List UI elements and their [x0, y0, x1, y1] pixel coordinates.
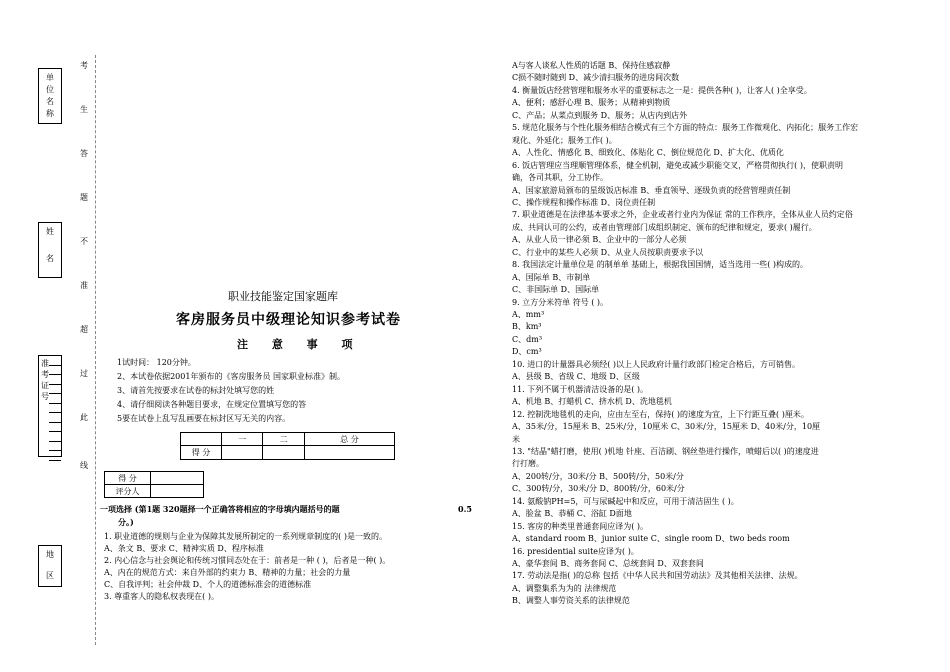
side-char: 准	[41, 359, 49, 368]
warning-char: 考	[80, 61, 88, 70]
side-char: 名	[46, 254, 54, 263]
side-char: 姓	[46, 227, 54, 236]
question-line: A、mm³	[512, 310, 545, 319]
question-line: B、km³	[512, 322, 542, 332]
score-header: 总 分	[304, 433, 394, 446]
question-line: 行打磨。	[512, 459, 544, 469]
warning-char: 准	[80, 281, 88, 290]
warning-char: 线	[80, 461, 88, 470]
note-line: 5要在试卷上乱写乱画要在标封区写无关的内容。	[117, 414, 291, 423]
warning-char: 生	[80, 105, 88, 114]
side-char: 区	[46, 571, 54, 580]
question-line: A、豪华套间 B、商务套间 C、总统套间 D、双套套间	[512, 559, 704, 568]
question-line: 6. 饭店管理应当理顺管理体系，健全机制，避免或减少职能交叉，严格贯彻执行( )，使职责明	[512, 160, 843, 170]
question-line: A、国家旅游局颁布的星级饭店标准 B、垂直领导、逐级负责的经营管理责任制	[512, 185, 791, 195]
side-char: 名	[46, 97, 54, 106]
question-line: C、dm³	[512, 334, 543, 344]
question-line: A、脸盆 B、恭桶 C、浴缸 D面地	[512, 509, 632, 519]
warning-char: 此	[80, 413, 88, 422]
question-line: 9. 立方分米符单 符号 ( )。	[512, 297, 609, 307]
question-line: 2. 内心信念与社会舆论和传统习惯同态处在于：前者是一种 ( )，后者是一种( )。	[104, 556, 391, 565]
question-line: 成、共同认可的公约，或者由管理部门成组织制定、颁布的纪律和规定，要求( )履行。	[512, 222, 817, 232]
question-line: A、机地 B、打蜡机 C、挤水机 D、洗地毯机	[512, 397, 672, 407]
side-char: 单	[46, 73, 54, 82]
question-line: 12. 控制洗地毯机的走向，应由左至右，保持( )的速度为宜，上下行距互叠( )厘米。	[512, 409, 809, 419]
question-line: A、县级 B、省级 C、地级 D、区级	[512, 372, 640, 382]
question-line: 10. 进口的计量器具必须经( )以上人民政府计量行政部门检定合格后，方可销售。	[512, 359, 801, 369]
grader-table	[104, 471, 204, 498]
note-line: 4、请仔细阅读各种题目要求，在规定位置填写您的答	[117, 400, 307, 409]
question-line: C、非国际单 D、国际单	[512, 285, 600, 295]
score-header: 二	[263, 433, 304, 446]
question-line: A、35米/分，15厘米 B、25米/分，10厘米 C、30米/分，15厘米 D、40米/分，10厘	[512, 422, 821, 432]
unit-name-box	[38, 68, 62, 124]
note-line: 1试时间： 120分钟。	[117, 358, 196, 367]
question-line: 13. "结晶"蜡打磨，使用( )机地 针座、百洁刷、钢丝垫进行操作，喷蜡后以( )的速度进	[512, 446, 819, 456]
side-char: 位	[46, 85, 54, 94]
question-line: 确，各司其职，分工协作。	[512, 173, 608, 183]
question-line: A、条文 B、要求 C、精神实质 D、程序标准	[104, 544, 264, 553]
question-line: 5. 规范化服务与个性化服务相结合模式有三个方面的特点：服务工作微观化、内拓化；服务工作宏	[512, 123, 859, 133]
question-line: C损不随时随到 D、减少清扫服务的进房间次数	[512, 73, 680, 83]
name-box	[38, 222, 62, 278]
score-cell[interactable]	[263, 446, 304, 460]
warning-char: 不	[80, 237, 88, 246]
grader-label: 得 分	[105, 472, 151, 485]
section-unit: 分。)	[118, 517, 134, 527]
grader-label: 评分人	[105, 485, 151, 498]
question-line: C、操作规程和操作标准 D、岗位责任制	[512, 197, 656, 207]
section-score: 0.5	[458, 504, 472, 514]
note-line: 3、请首先按要求在试卷的标封处填写您的姓	[117, 386, 275, 395]
warning-char: 题	[80, 193, 88, 202]
score-header: 一	[222, 433, 263, 446]
question-line: C、产品；从菜点到服务 D、服务；从店内到店外	[512, 110, 688, 120]
score-cell[interactable]	[222, 446, 263, 460]
side-char: 称	[46, 109, 54, 118]
question-line: A与客人谈私人性质的话题 B、保持住感寂静	[512, 61, 671, 70]
question-line: A、从业人员一律必须 B、企业中的一部分人必须	[512, 235, 687, 245]
region-box	[38, 545, 62, 587]
seal-line	[95, 55, 96, 645]
question-line: 4. 衡量饭店经营管理和服务水平的重要标志之一是：提供各种( )，让客人( )全享受。	[512, 85, 812, 95]
question-line: 7. 职业道德是在法律基本要求之外，企业或者行业内为保证 常的工作秩序，全体从业人员约定俗	[512, 210, 853, 220]
question-line: 1. 职业道德的规则与企业为保障其发展所制定的一系列规章制度的( )是一致的。	[104, 532, 387, 541]
question-line: 11. 下列不属于机器清洁设备的是( )。	[512, 384, 649, 394]
notice-title: 注 意 事 项	[237, 338, 363, 351]
question-line: 16. presidential suite应译为( )。	[512, 546, 639, 556]
side-char: 地	[46, 550, 54, 559]
score-cell[interactable]	[304, 446, 394, 460]
page-title: 客房服务员中级理论知识参考试卷	[176, 312, 401, 328]
question-line: D、cm³	[512, 347, 542, 357]
side-char: 号	[41, 392, 49, 401]
grader-cell[interactable]	[151, 472, 204, 485]
side-char: 考	[41, 370, 49, 379]
question-line: 米	[512, 434, 520, 444]
side-char: 证	[41, 381, 49, 390]
question-line: A、调整集系为为的 法律规范	[512, 583, 617, 593]
question-line: A、国际单 B、市制单	[512, 272, 591, 282]
question-line: 3. 尊重客人的隐私权表现在( )。	[104, 592, 219, 601]
section-title: 一项选择 (第1题 320题择一个正确答将相应的字母填内题括号的题	[100, 504, 340, 514]
question-line: A、200转/分，30米/分 B、500转/分，50米/分	[512, 471, 684, 481]
question-line: A、standard room B、junior suite C、single room D、two beds room	[512, 534, 790, 544]
exam-id-box	[38, 355, 62, 457]
warning-char: 超	[80, 325, 88, 334]
question-line: 17. 劳动法是指( )的总称 包括《中华人民共和国劳动法》及其他相关法律、法规。	[512, 571, 803, 581]
question-line: 观化、外延化；服务工作( )。	[512, 135, 617, 145]
header-line1: 职业技能鉴定国家题库	[228, 290, 338, 303]
score-table	[180, 432, 395, 460]
note-line: 2、本试卷依据2001年颁布的《客房服务员 国家职业标准》制。	[117, 372, 345, 381]
question-line: 15. 客房的种类里普通套间应译为( )。	[512, 521, 649, 531]
warning-char: 答	[80, 149, 88, 158]
warning-char: 过	[80, 369, 88, 378]
grader-cell[interactable]	[151, 485, 204, 498]
score-row-label: 得 分	[181, 446, 222, 460]
question-line: 14. 氨酸钠PH=5，可与尿碱起中和反应，可用于清洁固生 ( )。	[512, 496, 739, 506]
question-line: 8. 我国法定计量单位是 的制单单 基础上，根据我国国情，适当选用一些( )构成的。	[512, 260, 809, 270]
question-line: C、300转/分，30米/分 D、800转/分，60米/分	[512, 484, 685, 494]
question-line: C、自我评判；社会仲裁 D、个人的道德标准会的道德标准	[104, 580, 312, 589]
id-grid	[49, 356, 61, 461]
question-line: B、调整人事劳资关系的法律规范	[512, 596, 630, 606]
question-line: C、行业中的某些人必须 D、从业人员按职责要求予以	[512, 247, 704, 257]
question-line: A、便利；感舒心理 B、服务；从精神到物质	[512, 98, 671, 108]
question-line: A、人性化、情感化 B、细致化、体贴化 C、倒位规范化 D、扩大化、优质化	[512, 148, 784, 158]
question-line: A、内在的规范方式：来自外部的约束力 B、精神的力量；社会的力量	[104, 568, 351, 577]
